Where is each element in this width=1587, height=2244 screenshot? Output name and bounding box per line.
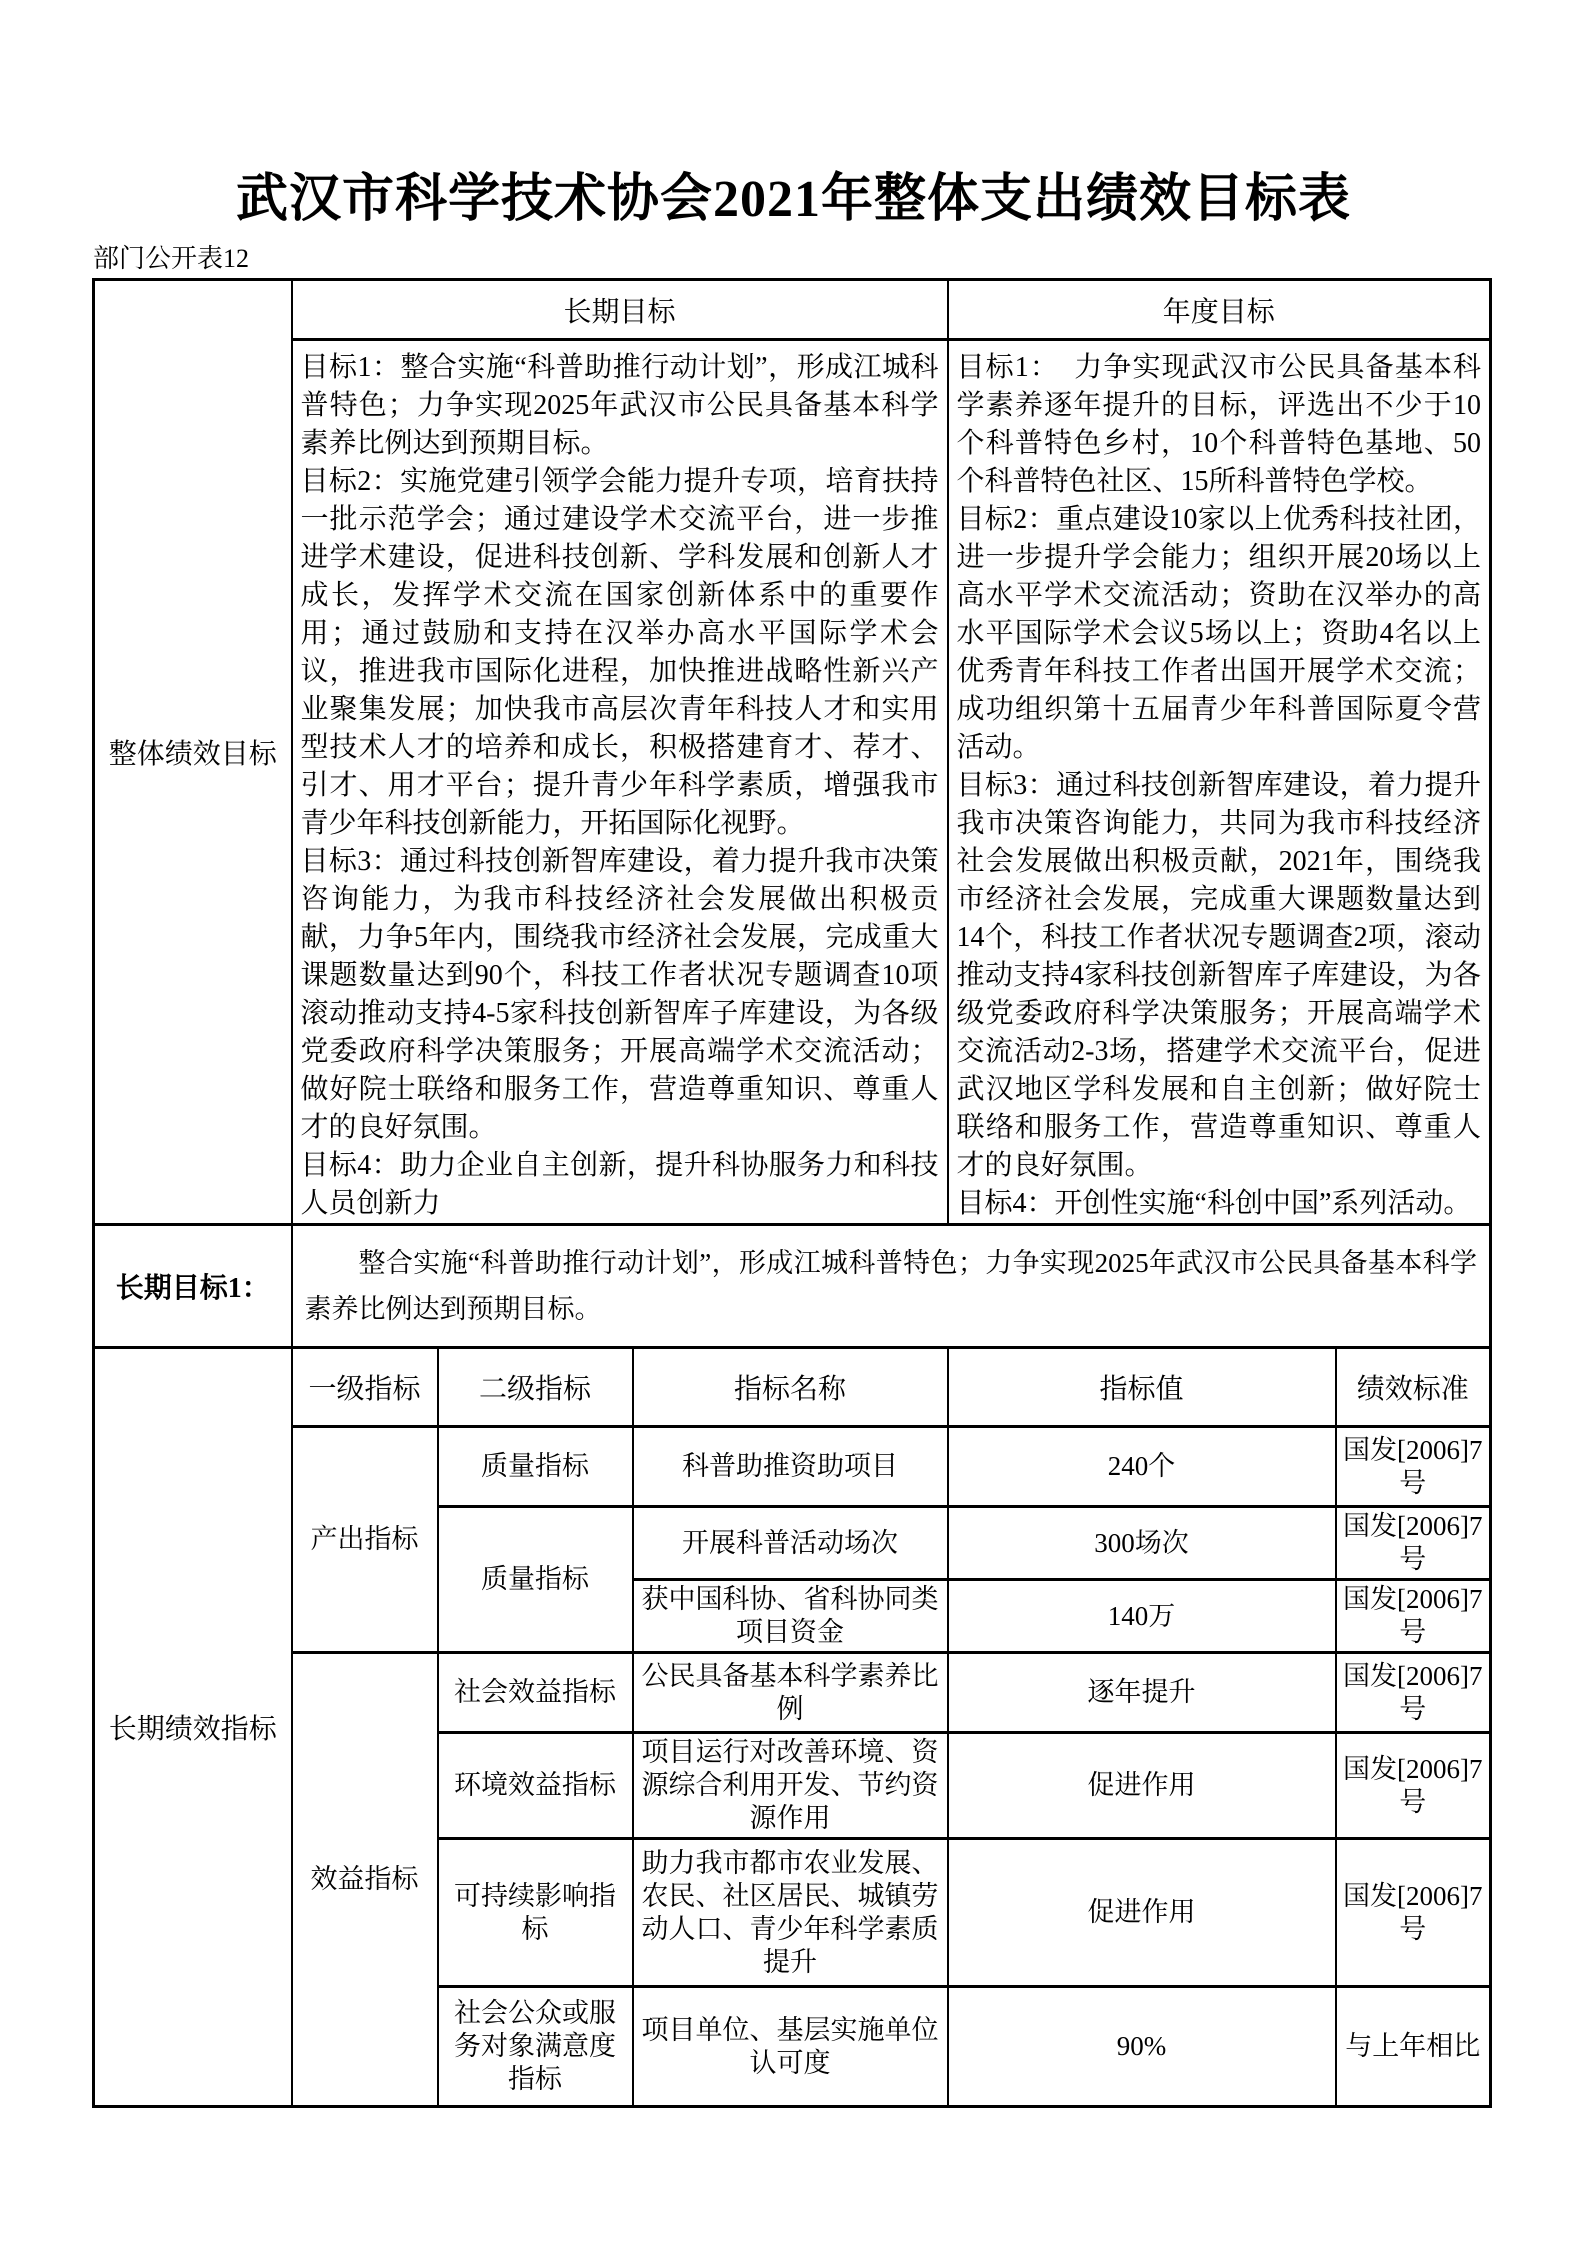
performance-standard: 国发[2006]7号 — [1336, 1427, 1491, 1507]
level2-indicator: 社会效益指标 — [438, 1653, 633, 1733]
annual-goal-4: 目标4：开创性实施“科创中国”系列活动。 — [956, 1188, 1472, 1219]
table-number-label: 部门公开表12 — [93, 244, 250, 273]
indicator-value: 90% — [948, 1987, 1336, 2107]
indicator-row — [94, 1653, 1491, 1733]
level1-output-indicators: 产出指标 — [292, 1427, 438, 1653]
long-term-goal-4: 目标4：助力企业自主创新，提升科协服务力和科技人员创新力 — [300, 1150, 939, 1219]
indicator-name: 项目单位、基层实施单位认可度 — [633, 1987, 948, 2107]
row-label-long-term-goal-1: 长期目标1： — [94, 1225, 292, 1348]
long-term-goals-cell — [292, 340, 948, 1225]
level2-indicator: 质量指标 — [438, 1507, 633, 1653]
column-header-long-term-goals: 长期目标 — [292, 280, 948, 340]
column-header-annual-goals: 年度目标 — [948, 280, 1491, 340]
indicator-value: 促进作用 — [948, 1839, 1336, 1987]
level2-indicator: 环境效益指标 — [438, 1733, 633, 1839]
performance-standard: 国发[2006]7号 — [1336, 1580, 1491, 1653]
annual-goal-3: 目标3：通过科技创新智库建设，着力提升我市决策咨询能力，共同为我市科技经济社会发展做出积极贡献，2021年，围绕我市经济社会发展，完成重大课题数量达到14个，科技工作者状况专题调查2项，滚动推动支持4家科技创新智库子库建设，为各级党委政府科学决策服务；开展高端学术交流活动2-3场，搭建学术交流平台，促进武汉地区学科发展和自主创新；做好院士联络和服务工作，营造尊重知识、尊重人才的良好氛围。 — [956, 770, 1482, 1181]
indicator-name: 开展科普活动场次 — [633, 1507, 948, 1580]
level1-benefit-indicators: 效益指标 — [292, 1653, 438, 2107]
long-term-goal-1-text: 整合实施“科普助推行动计划”，形成江城科普特色；力争实现2025年武汉市公民具备基本科学素养比例达到预期目标。 — [304, 1248, 1478, 1324]
indicator-value: 240个 — [948, 1427, 1336, 1507]
performance-standard: 国发[2006]7号 — [1336, 1507, 1491, 1580]
row-label-overall-targets: 整体绩效目标 — [94, 280, 292, 1225]
level2-indicator: 质量指标 — [438, 1427, 633, 1507]
header-indicator-value: 指标值 — [948, 1348, 1336, 1427]
performance-standard: 国发[2006]7号 — [1336, 1653, 1491, 1733]
page-title: 武汉市科学技术协会2021年整体支出绩效目标表 — [235, 171, 1351, 228]
header-performance-standard: 绩效标准 — [1336, 1348, 1491, 1427]
header-level1-indicator: 一级指标 — [292, 1348, 438, 1427]
header-level2-indicator: 二级指标 — [438, 1348, 633, 1427]
header-indicator-name: 指标名称 — [633, 1348, 948, 1427]
annual-goals-cell — [948, 340, 1491, 1225]
indicator-name: 助力我市都市农业发展、农民、社区居民、城镇劳动人口、青少年科学素质提升 — [633, 1839, 948, 1987]
performance-standard: 与上年相比 — [1336, 1987, 1491, 2107]
indicator-name: 项目运行对改善环境、资源综合利用开发、节约资源作用 — [633, 1733, 948, 1839]
indicator-value: 300场次 — [948, 1507, 1336, 1580]
long-term-goal-2: 目标2：实施党建引领学会能力提升专项，培育扶持一批示范学会；通过建设学术交流平台，进一步推进学术建设，促进科技创新、学科发展和创新人才成长，发挥学术交流在国家创新体系中的重要作用；通过鼓励和支持在汉举办高水平国际学术会议，推进我市国际化进程，加快推进战略性新兴产业聚集发展；加快我市高层次青年科技人才和实用型技术人才的培养和成长，积极搭建育才、荐才、引才、用才平台；提升青少年科学素质，增强我市青少年科技创新能力，开拓国际化视野。 — [300, 466, 939, 839]
performance-standard: 国发[2006]7号 — [1336, 1733, 1491, 1839]
long-term-goal-3: 目标3：通过科技创新智库建设，着力提升我市决策咨询能力，为我市科技经济社会发展做出积极贡献，力争5年内，围绕我市经济社会发展，完成重大课题数量达到90个，科技工作者状况专题调查10项滚动推动支持4-5家科技创新智库子库建设，为各级党委政府科学决策服务；开展高端学术交流活动；做好院士联络和服务工作，营造尊重知识、尊重人才的良好氛围。 — [300, 846, 939, 1143]
level2-indicator: 社会公众或服务对象满意度指标 — [438, 1987, 633, 2107]
long-term-goal-1-content — [292, 1225, 1491, 1348]
indicator-value: 140万 — [948, 1580, 1336, 1653]
performance-standard: 国发[2006]7号 — [1336, 1839, 1491, 1987]
indicator-row — [94, 1427, 1491, 1507]
performance-target-table — [92, 278, 1492, 2108]
long-term-goal-1: 目标1：整合实施“科普助推行动计划”，形成江城科普特色；力争实现2025年武汉市公民具备基本科学素养比例达到预期目标。 — [300, 352, 939, 459]
level2-indicator: 可持续影响指标 — [438, 1839, 633, 1987]
indicator-value: 逐年提升 — [948, 1653, 1336, 1733]
indicator-value: 促进作用 — [948, 1733, 1336, 1839]
indicator-name: 公民具备基本科学素养比例 — [633, 1653, 948, 1733]
indicator-name: 获中国科协、省科协同类项目资金 — [633, 1580, 948, 1653]
annual-goal-2: 目标2：重点建设10家以上优秀科技社团，进一步提升学会能力；组织开展20场以上高水平学术交流活动；资助在汉举办的高水平国际学术会议5场以上；资助4名以上优秀青年科技工作者出国开展学术交流；成功组织第十五届青少年科普国际夏令营活动。 — [956, 504, 1482, 763]
indicator-name: 科普助推资助项目 — [633, 1427, 948, 1507]
row-label-long-term-indicators: 长期绩效指标 — [94, 1348, 292, 2107]
annual-goal-1: 目标1： 力争实现武汉市公民具备基本科学素养逐年提升的目标，评选出不少于10个科普特色乡村，10个科普特色基地、50个科普特色社区、15所科普特色学校。 — [956, 352, 1482, 497]
